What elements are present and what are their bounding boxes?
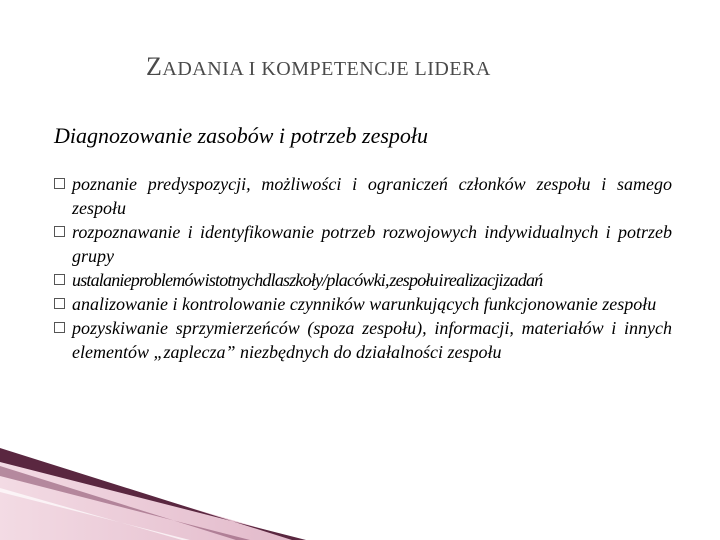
title-initial: Z [146, 52, 163, 81]
decoration-light-stripe [0, 488, 190, 540]
slide-title [146, 52, 491, 82]
list-item [52, 268, 672, 292]
checkbox-bullet-icon [54, 178, 65, 189]
checkbox-bullet-icon [54, 322, 65, 333]
list-item [52, 316, 672, 364]
list-item [52, 292, 672, 316]
list-item-text: ustalanieproblemów istotnychdlaszkoły/placówki, zespołu i realizacji zadań [72, 270, 543, 290]
checkbox-bullet-icon [54, 226, 65, 237]
list-item-text: poznanie predyspozycji, możliwości i ograniczeń członków zespołu i samego zespołu [72, 174, 672, 218]
list-item-text: pozyskiwanie sprzymierzeńców (spoza zespołu), informacji, materiałów i innych elementów „zaplecza” niezbędnych do działalności zespołu [72, 318, 672, 362]
decoration-fill-shape [0, 452, 300, 540]
bullet-list [52, 172, 672, 364]
checkbox-bullet-icon [54, 298, 65, 309]
list-item [52, 172, 672, 220]
checkbox-bullet-icon [54, 274, 65, 285]
title-text: ADANIA I KOMPETENCJE LIDERA [162, 58, 491, 80]
decoration-dark-stripe [0, 448, 306, 540]
decoration-mid-stripe [0, 466, 250, 540]
list-item-text: rozpoznawanie i identyfikowanie potrzeb rozwojowych indywidualnych i potrzeb grupy [72, 222, 672, 266]
list-item [52, 220, 672, 268]
slide-subtitle: Diagnozowanie zasobów i potrzeb zespołu [54, 123, 429, 148]
list-item-text: analizowanie i kontrolowanie czynników warunkujących funkcjonowanie zespołu [72, 294, 657, 314]
